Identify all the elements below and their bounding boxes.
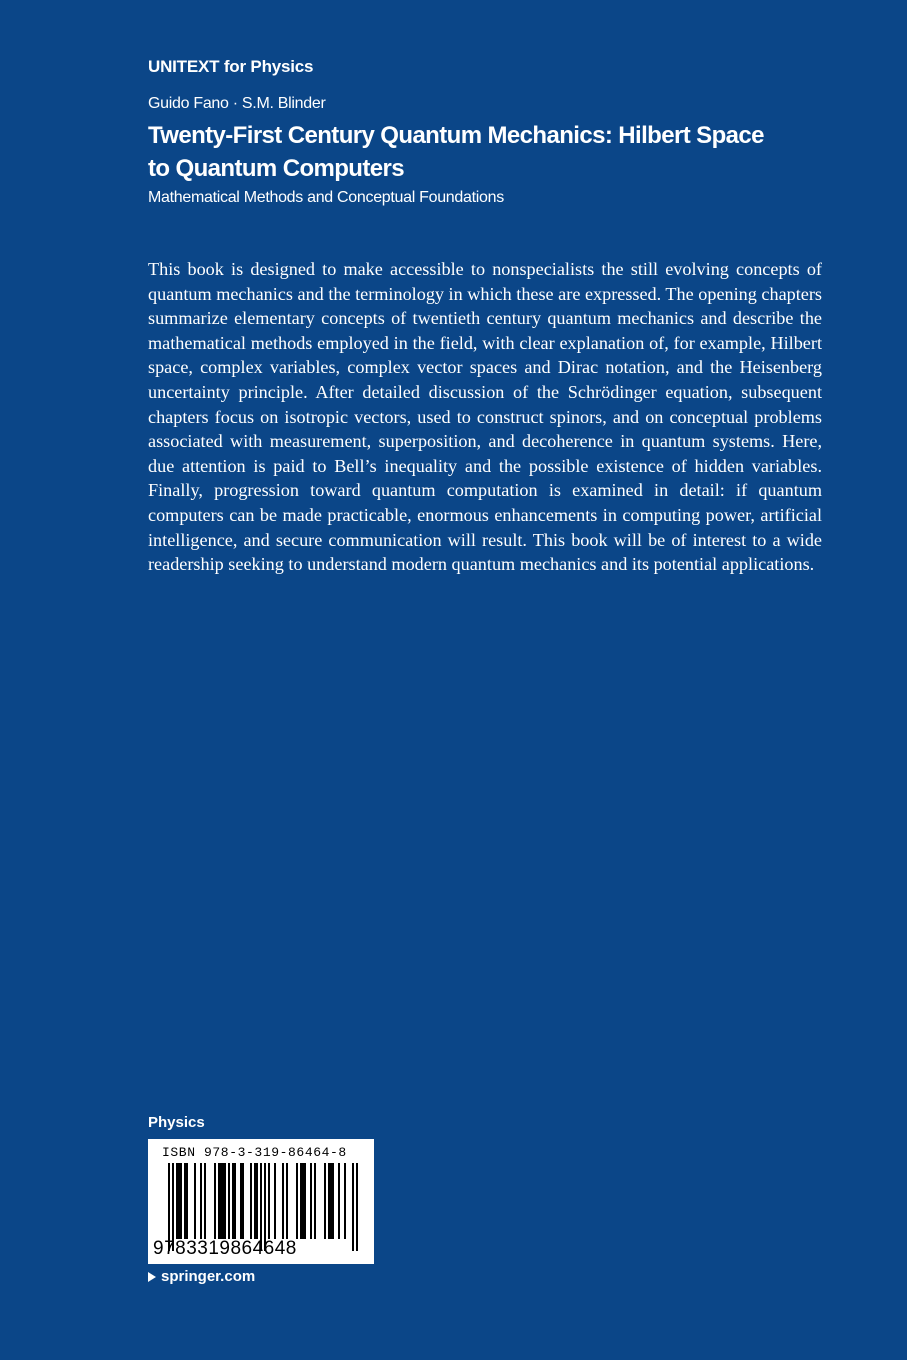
barcode-bar <box>218 1163 220 1239</box>
barcode-bar <box>220 1163 222 1239</box>
barcode-bar <box>204 1163 206 1239</box>
barcode-bar <box>222 1163 224 1239</box>
barcode-bar <box>234 1163 236 1239</box>
barcode-bar <box>324 1163 326 1239</box>
barcode-bar <box>250 1163 252 1239</box>
barcode-bar <box>282 1163 284 1239</box>
barcode-bar <box>232 1163 234 1239</box>
barcode-bar <box>302 1163 304 1239</box>
barcode-bar <box>268 1163 270 1239</box>
barcode-guard-bar <box>352 1163 354 1251</box>
barcode-bar <box>328 1163 330 1239</box>
barcode-bar <box>176 1163 178 1239</box>
barcode-bar <box>194 1163 196 1239</box>
barcode-bar <box>180 1163 182 1239</box>
barcode-bar <box>178 1163 180 1239</box>
barcode-bar <box>214 1163 216 1239</box>
isbn-barcode <box>148 1139 374 1264</box>
barcode-bar <box>330 1163 332 1239</box>
barcode-bar <box>300 1163 302 1239</box>
barcode-bar <box>274 1163 276 1239</box>
authors: Guido Fano · S.M. Blinder <box>148 95 326 112</box>
barcode-bar <box>332 1163 334 1239</box>
barcode-bar <box>254 1163 256 1239</box>
barcode-bar <box>184 1163 186 1239</box>
barcode-bar <box>338 1163 340 1239</box>
publisher-link[interactable] <box>148 1268 255 1285</box>
barcode-bar <box>344 1163 346 1239</box>
barcode-bar <box>286 1163 288 1239</box>
barcode-bar <box>314 1163 316 1239</box>
barcode-bar <box>224 1163 226 1239</box>
barcode-bar <box>256 1163 258 1239</box>
book-subtitle: Mathematical Methods and Conceptual Foundations <box>148 189 504 206</box>
publisher-link-label: springer.com <box>161 1268 256 1285</box>
barcode-bar <box>296 1163 298 1239</box>
series-name: UNITEXT for Physics <box>148 57 314 76</box>
barcode-bar <box>186 1163 188 1239</box>
barcode-guard-bar <box>356 1163 358 1251</box>
book-description: This book is designed to make accessible to nonspecialists the still evolving concepts of quantum mechanics and the terminology in which these are expressed. The opening chapters summarize elementary concepts of twentieth century quantum mechanics and describe the mathematical methods employed in the field, with clear explanation of, for example, Hilbert space, complex variables, complex vector spaces and Dirac notation, and the Heisenberg uncertainty principle. After detailed discussion of the Schrödinger equation, subsequent chapters focus on isotropic vectors, used to construct spinors, and on conceptual problems associated with measurement, superposition, and decoherence in quantum systems. Here, due attention is paid to Bell’s inequality and the possible existence of hidden variables. Finally, progression toward quantum computation is examined in detail: if quantum computers can be made practicable, enormous enhancements in computing power, artificial intelligence, and secure communication will result. This book will be of interest to a wide readership seeking to understand modern quantum mechanics and its potential applications. <box>148 259 822 575</box>
barcode-bar <box>304 1163 306 1239</box>
ean-digits: 9783319864648 <box>153 1238 297 1259</box>
subject-category: Physics <box>148 1114 205 1131</box>
book-title: Twenty-First Century Quantum Mechanics: Hilbert Space to Quantum Computers <box>148 122 764 182</box>
barcode-bar <box>242 1163 244 1239</box>
barcode-bar <box>200 1163 202 1239</box>
triangle-arrow-right-icon <box>148 1272 156 1282</box>
barcode-bar <box>240 1163 242 1239</box>
isbn-label: ISBN 978-3-319-86464-8 <box>162 1145 347 1160</box>
barcode-bar <box>228 1163 230 1239</box>
barcode-bar <box>310 1163 312 1239</box>
